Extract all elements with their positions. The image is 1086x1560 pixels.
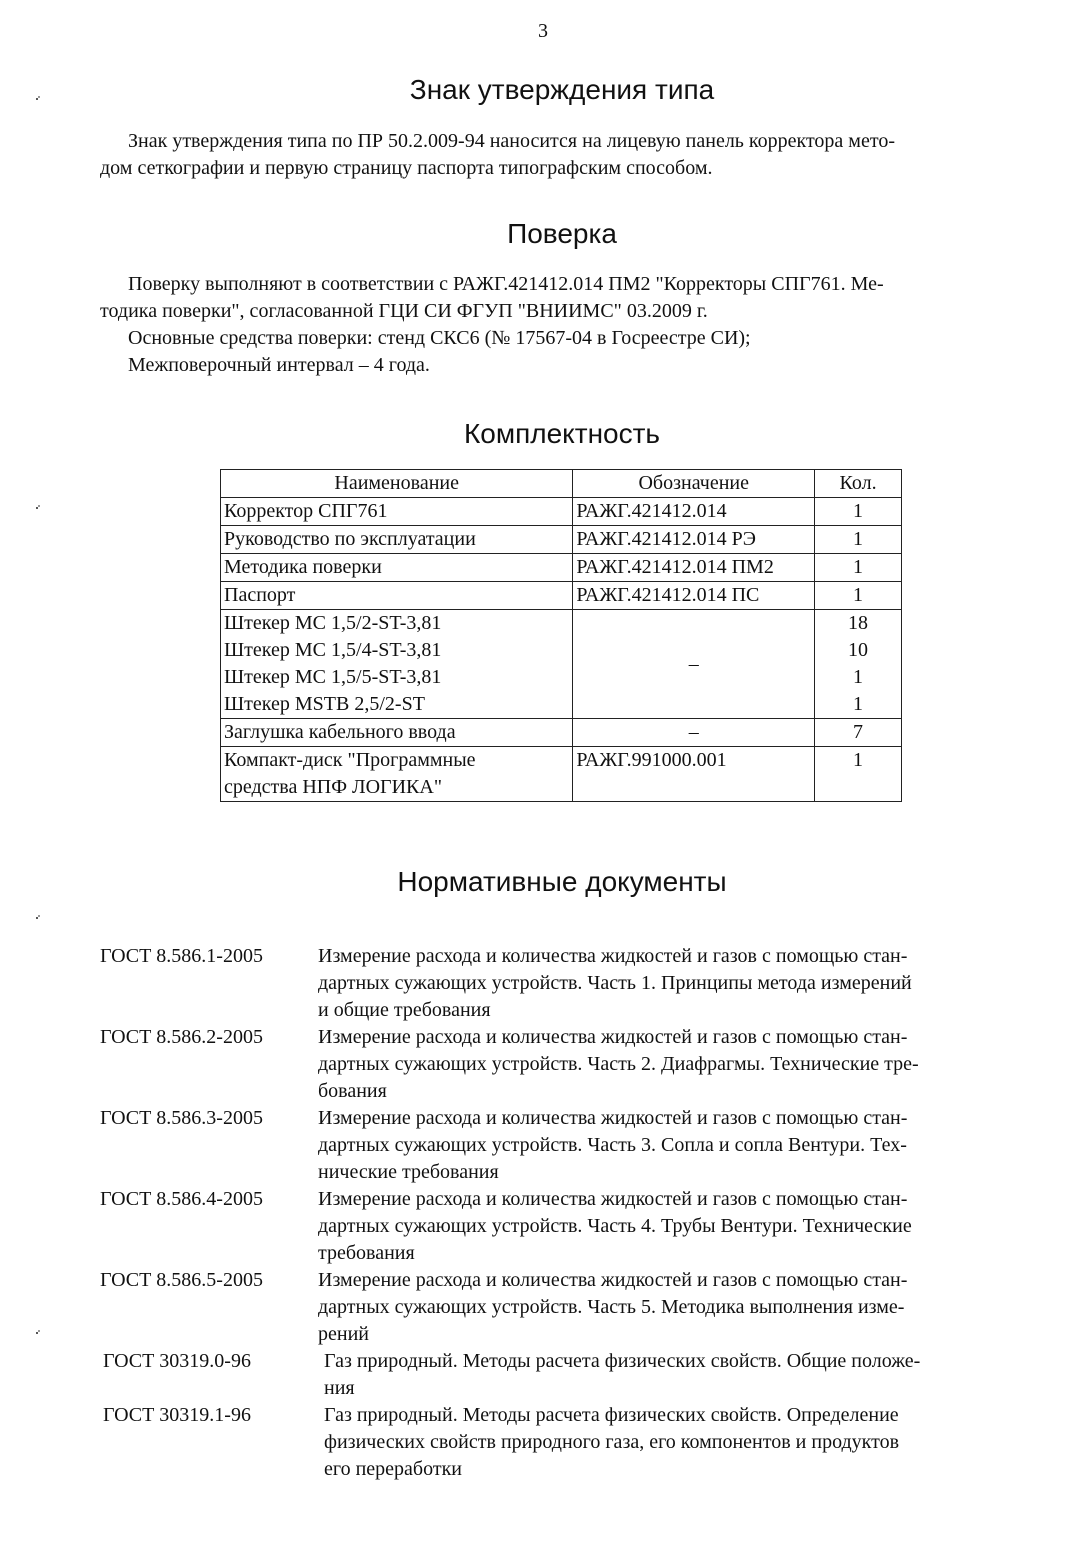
table-row xyxy=(221,554,902,582)
doc-title xyxy=(321,1402,1020,1483)
doc-title-line: бования xyxy=(318,1080,387,1102)
doc-code: ГОСТ 8.586.1-2005 xyxy=(100,945,263,967)
plug-qty: 18 xyxy=(848,612,869,634)
heading-verification: Поверка xyxy=(507,218,617,249)
heading-approval-mark: Знак утверждения типа xyxy=(409,74,715,105)
doc-item xyxy=(100,1348,1020,1402)
doc-title-line: Измерение расхода и количества жидкостей и газов с помощью стан- xyxy=(318,1188,908,1210)
plug-qty: 1 xyxy=(853,666,864,688)
cd-name-line: средства НПФ ЛОГИКА" xyxy=(224,776,442,798)
doc-code: ГОСТ 30319.1-96 xyxy=(103,1404,251,1426)
table-header-row xyxy=(221,470,902,498)
cell-name: Методика поверки xyxy=(221,554,573,582)
text-line: Основные средства поверки: стенд СКС6 (№ 17567-04 в Госреестре СИ); xyxy=(128,327,751,349)
column-header-name: Наименование xyxy=(221,470,573,498)
doc-title-line: дартных сужающих устройств. Часть 4. Трубы Вентури. Технические xyxy=(318,1215,912,1237)
doc-title-line: Измерение расхода и количества жидкостей и газов с помощью стан- xyxy=(318,1026,908,1048)
approval-mark-paragraph xyxy=(100,128,1028,182)
table-row xyxy=(221,747,902,802)
table-row xyxy=(221,582,902,610)
doc-title-line: и общие требования xyxy=(318,999,491,1021)
scan-artifact xyxy=(36,505,40,509)
doc-title xyxy=(318,1105,1020,1186)
table-row xyxy=(221,498,902,526)
scan-artifact xyxy=(36,1330,40,1334)
cell-qty: 1 xyxy=(815,582,902,610)
table-row xyxy=(221,526,902,554)
doc-title xyxy=(318,943,1020,1024)
plug-name: Штекер MC 1,5/2-ST-3,81 xyxy=(224,612,442,634)
plug-name: Штекер MSTB 2,5/2-ST xyxy=(224,693,425,715)
plug-qty: 1 xyxy=(853,693,864,715)
doc-code: ГОСТ 8.586.2-2005 xyxy=(100,1026,263,1048)
cell-designation: – xyxy=(573,610,815,719)
cell-qty: 1 xyxy=(815,498,902,526)
cell-designation: РАЖГ.421412.014 xyxy=(573,498,815,526)
heading-completeness: Комплектность xyxy=(463,418,661,449)
cell-designation: РАЖГ.421412.014 РЭ xyxy=(573,526,815,554)
cell-qty: 1 xyxy=(815,526,902,554)
verification-paragraph xyxy=(100,271,1028,379)
doc-title xyxy=(318,1186,1020,1267)
doc-item xyxy=(100,1267,1020,1348)
doc-title xyxy=(318,1267,1020,1348)
cell-name: Заглушка кабельного ввода xyxy=(221,719,573,747)
doc-title-line: Газ природный. Методы расчета физических свойств. Определение xyxy=(324,1404,899,1426)
doc-code: ГОСТ 8.586.3-2005 xyxy=(100,1107,263,1129)
doc-title-line: требования xyxy=(318,1242,415,1264)
doc-title-line: дартных сужающих устройств. Часть 5. Методика выполнения изме- xyxy=(318,1296,905,1318)
doc-code: ГОСТ 8.586.4-2005 xyxy=(100,1188,263,1210)
doc-title-line: Измерение расхода и количества жидкостей и газов с помощью стан- xyxy=(318,945,908,967)
plug-name: Штекер MC 1,5/5-ST-3,81 xyxy=(224,666,442,688)
doc-item xyxy=(100,1024,1020,1105)
doc-title-line: дартных сужающих устройств. Часть 2. Диафрагмы. Технические тре- xyxy=(318,1053,919,1075)
text-line: дом сеткографии и первую страницу паспорта типографским способом. xyxy=(100,157,713,179)
doc-title-line: дартных сужающих устройств. Часть 3. Сопла и сопла Вентури. Тех- xyxy=(318,1134,907,1156)
cell-name xyxy=(221,747,573,802)
text-line: Межповерочный интервал – 4 года. xyxy=(128,354,430,376)
doc-item xyxy=(100,1186,1020,1267)
cell-designation: РАЖГ.421412.014 ПМ2 xyxy=(573,554,815,582)
page-number: 3 xyxy=(538,20,548,42)
doc-title xyxy=(318,1024,1020,1105)
column-header-qty: Кол. xyxy=(815,470,902,498)
normative-docs-list xyxy=(100,943,1020,1483)
heading-normative-docs: Нормативные документы xyxy=(397,866,727,897)
doc-title-line: Газ природный. Методы расчета физических свойств. Общие положе- xyxy=(324,1350,921,1372)
doc-item xyxy=(100,1402,1020,1483)
doc-code: ГОСТ 8.586.5-2005 xyxy=(100,1269,263,1291)
doc-title-line: его переработки xyxy=(324,1458,462,1480)
doc-title-line: рений xyxy=(318,1323,369,1345)
doc-title-line: дартных сужающих устройств. Часть 1. Принципы метода измерений xyxy=(318,972,912,994)
column-header-designation: Обозначение xyxy=(573,470,815,498)
cell-name: Руководство по эксплуатации xyxy=(221,526,573,554)
table-row-plugs xyxy=(221,610,902,719)
doc-title-line: физических свойств природного газа, его компонентов и продуктов xyxy=(324,1431,900,1453)
plug-qty: 10 xyxy=(848,639,869,661)
doc-item xyxy=(100,943,1020,1024)
cell-qty: 7 xyxy=(815,719,902,747)
completeness-table xyxy=(220,469,902,802)
text-line: Знак утверждения типа по ПР 50.2.009-94 наносится на лицевую панель корректора мето- xyxy=(128,130,895,152)
cell-designation: – xyxy=(573,719,815,747)
cell-designation: РАЖГ.991000.001 xyxy=(573,747,815,802)
table-row xyxy=(221,719,902,747)
cell-qty-group xyxy=(815,610,902,719)
cell-qty: 1 xyxy=(815,747,902,802)
cell-designation: РАЖГ.421412.014 ПС xyxy=(573,582,815,610)
text-line: Поверку выполняют в соответствии с РАЖГ.421412.014 ПМ2 "Корректоры СПГ761. Ме- xyxy=(128,273,884,295)
scan-artifact xyxy=(36,915,40,919)
doc-title-line: Измерение расхода и количества жидкостей и газов с помощью стан- xyxy=(318,1269,908,1291)
doc-title xyxy=(321,1348,1020,1402)
doc-title-line: ния xyxy=(324,1377,355,1399)
text-line: тодика поверки", согласованной ГЦИ СИ ФГУП "ВНИИМС" 03.2009 г. xyxy=(100,300,708,322)
cell-name: Паспорт xyxy=(221,582,573,610)
cell-qty: 1 xyxy=(815,554,902,582)
doc-code: ГОСТ 30319.0-96 xyxy=(103,1350,251,1372)
doc-title-line: нические требования xyxy=(318,1161,499,1183)
doc-title-line: Измерение расхода и количества жидкостей и газов с помощью стан- xyxy=(318,1107,908,1129)
plug-name: Штекер MC 1,5/4-ST-3,81 xyxy=(224,639,442,661)
doc-item xyxy=(100,1105,1020,1186)
cd-name-line: Компакт-диск "Программные xyxy=(224,749,476,771)
cell-name: Корректор СПГ761 xyxy=(221,498,573,526)
cell-name-group xyxy=(221,610,573,719)
